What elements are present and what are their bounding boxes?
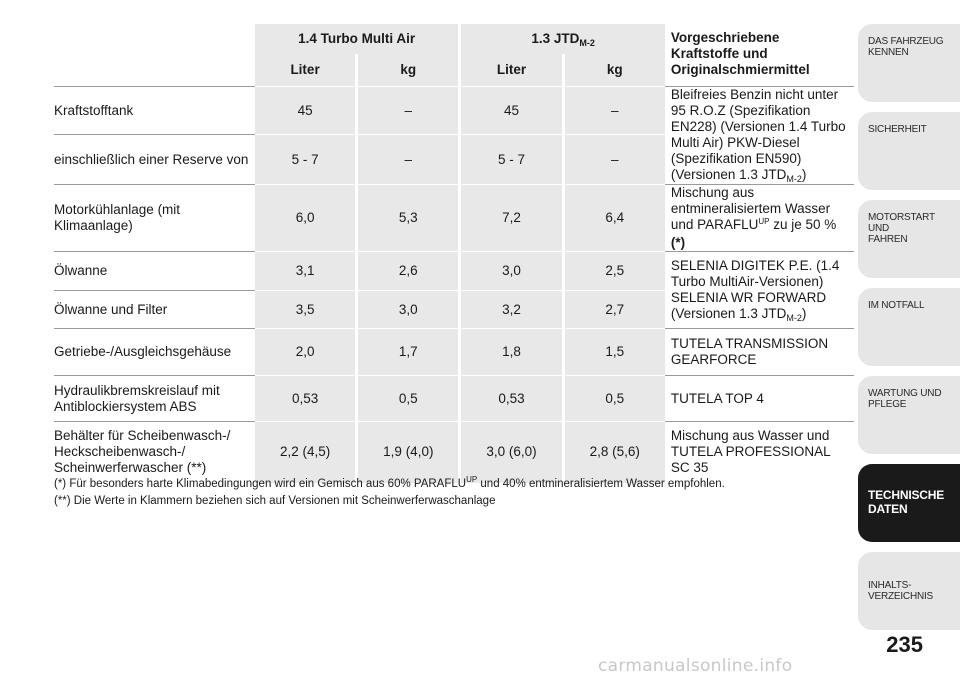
kg-value: 2,6 [357, 252, 460, 291]
oil-petrol: SELENIA DIGITEK P.E. (1.4 Turbo MultiAir-Versionen) [670, 257, 840, 289]
footnote-2: (**) Die Werte in Klammern beziehen sich auf Versionen mit Scheinwerferwaschanlage [54, 495, 496, 507]
coolant-superscript: UP [758, 217, 770, 226]
liter-value: 3,0 [460, 252, 563, 291]
oil-diesel-text: SELENIA WR FORWARD (Versionen 1.3 JTD [670, 289, 827, 321]
fuel-spec [665, 87, 854, 185]
liter-value: 3,1 [255, 252, 357, 291]
fuel-petrol: Bleifreies Benzin nicht unter 95 R.O.Z (Spezifikation EN228) (Versionen 1.4 Turbo Multi Air) [670, 87, 846, 150]
unit-liter-1: Liter [255, 54, 357, 87]
tab-label: KENNEN [868, 47, 909, 58]
table-row [54, 87, 854, 135]
fluid-header: Vorgeschriebene Kraftstoffe und Originalschmiermittel [670, 30, 810, 77]
coolant-footnote-mark: (*) [670, 235, 686, 250]
kg-value: 2,7 [563, 291, 665, 329]
tab-das-fahrzeug-kennen[interactable] [858, 24, 960, 102]
unit-kg-2: kg [563, 54, 665, 87]
tab-motorstart-und-fahren[interactable] [858, 200, 960, 278]
tab-wartung-und-pflege[interactable] [858, 376, 960, 454]
oil-diesel-subscript: M-2 [786, 312, 802, 323]
brake-fluid-spec: TUTELA TOP 4 [665, 376, 854, 422]
liter-value: 0,53 [460, 376, 563, 422]
liter-value: 3,2 [460, 291, 563, 329]
liter-value: 2,2 (4,5) [255, 422, 357, 483]
kg-value: 6,4 [563, 185, 665, 252]
kg-value: 2,5 [563, 252, 665, 291]
footnote-1 [54, 476, 844, 493]
footnote-1-end: und 40% entmineralisiertem Wasser empfohlen. [477, 478, 725, 490]
tab-label: PFLEGE [868, 399, 907, 410]
page-number: 235 [886, 632, 923, 657]
kg-value: 2,8 (5,6) [563, 422, 665, 483]
tab-label: DAS FAHRZEUG [868, 36, 944, 47]
row-label: Ölwanne [54, 252, 255, 291]
oil-diesel-end: ) [801, 305, 807, 321]
engine2-subscript: M-2 [579, 37, 595, 48]
kg-value: 1,7 [357, 329, 460, 376]
kg-value: 1,5 [563, 329, 665, 376]
fuel-diesel-subscript: M-2 [786, 174, 802, 184]
liter-value: 45 [255, 87, 357, 135]
liter-value: 1,8 [460, 329, 563, 376]
kg-value: – [563, 135, 665, 185]
header-blank [54, 24, 255, 54]
liter-value: 2,0 [255, 329, 357, 376]
tab-label: FAHREN [868, 234, 908, 245]
engine1-header: 1.4 Turbo Multi Air [255, 24, 460, 54]
tab-sicherheit[interactable] [858, 112, 960, 190]
fuel-diesel-text: PKW-Diesel (Spezifikation EN590) (Versionen 1.3 JTD [670, 135, 802, 182]
table-row [54, 376, 854, 422]
tab-label: SICHERHEIT [868, 124, 927, 135]
capacities-table [54, 24, 854, 483]
kg-value: 5,3 [357, 185, 460, 252]
coolant-text: Mischung aus entmineralisiertem Wasser und PARAFLU [670, 185, 831, 232]
tab-label: MOTORSTART UND [868, 212, 935, 234]
coolant-ratio: zu je 50 % [769, 217, 837, 232]
table-header-engines [54, 24, 854, 54]
kg-value: 3,0 [357, 291, 460, 329]
tab-label: IM NOTFALL [868, 300, 925, 311]
row-label: einschließlich einer Reserve von [54, 135, 255, 185]
watermark: carmanualsonline.info [598, 656, 793, 676]
kg-value: – [563, 87, 665, 135]
row-label: Kraftstofftank [54, 87, 255, 135]
row-label: Behälter für Scheibenwasch-/ Heckscheibenwasch-/ Scheinwerferwascher (**) [54, 422, 255, 483]
liter-value: 5 - 7 [460, 135, 563, 185]
liter-value: 7,2 [460, 185, 563, 252]
tab-im-notfall[interactable] [858, 288, 960, 366]
tab-label: VERZEICHNIS [868, 591, 934, 602]
unit-kg-1: kg [357, 54, 460, 87]
table-row [54, 422, 854, 483]
oil-spec [665, 252, 854, 329]
kg-value: 1,9 (4,0) [357, 422, 460, 483]
tab-label: TECHNISCHE [868, 488, 945, 502]
kg-value: – [357, 135, 460, 185]
tab-technische-daten[interactable] [858, 464, 960, 542]
row-label: Getriebe-/Ausgleichsgehäuse [54, 329, 255, 376]
kg-value: 0,5 [357, 376, 460, 422]
tab-inhaltsverzeichnis[interactable] [858, 552, 960, 630]
oil-diesel [671, 290, 826, 321]
liter-value: 6,0 [255, 185, 357, 252]
gear-oil-spec: TUTELA TRANSMISSION GEARFORCE [665, 329, 854, 376]
header-blank-2 [54, 54, 255, 87]
footnote-1-text: (*) Für besonders harte Klimabedingungen wird ein Gemisch aus 60% PARAFLU [54, 478, 467, 490]
footnotes [54, 476, 844, 510]
footnote-1-superscript: UP [466, 475, 478, 484]
kg-value: – [357, 87, 460, 135]
coolant-spec [665, 185, 854, 252]
liter-value: 5 - 7 [255, 135, 357, 185]
row-label: Motorkühlanlage (mit Klimaanlage) [54, 185, 255, 252]
row-label: Ölwanne und Filter [54, 291, 255, 329]
unit-liter-2: Liter [460, 54, 563, 87]
tab-label: WARTUNG UND [868, 388, 942, 399]
kg-value: 0,5 [563, 376, 665, 422]
liter-value: 3,0 (6,0) [460, 422, 563, 483]
washer-fluid-spec: Mischung aus Wasser und TUTELA PROFESSIONAL SC 35 [665, 422, 854, 483]
table-row [54, 185, 854, 252]
tab-label: INHALTS- [868, 580, 912, 591]
engine2-name: 1.3 JTD [531, 30, 580, 46]
liter-value: 45 [460, 87, 563, 135]
liter-value: 3,5 [255, 291, 357, 329]
table-row [54, 252, 854, 291]
fuel-diesel-end: ) [801, 167, 807, 182]
tab-label: DATEN [868, 502, 908, 516]
liter-value: 0,53 [255, 376, 357, 422]
engine2-header [460, 24, 665, 54]
row-label: Hydraulikbremskreislauf mit Antiblockiersystem ABS [54, 376, 255, 422]
table-row [54, 329, 854, 376]
